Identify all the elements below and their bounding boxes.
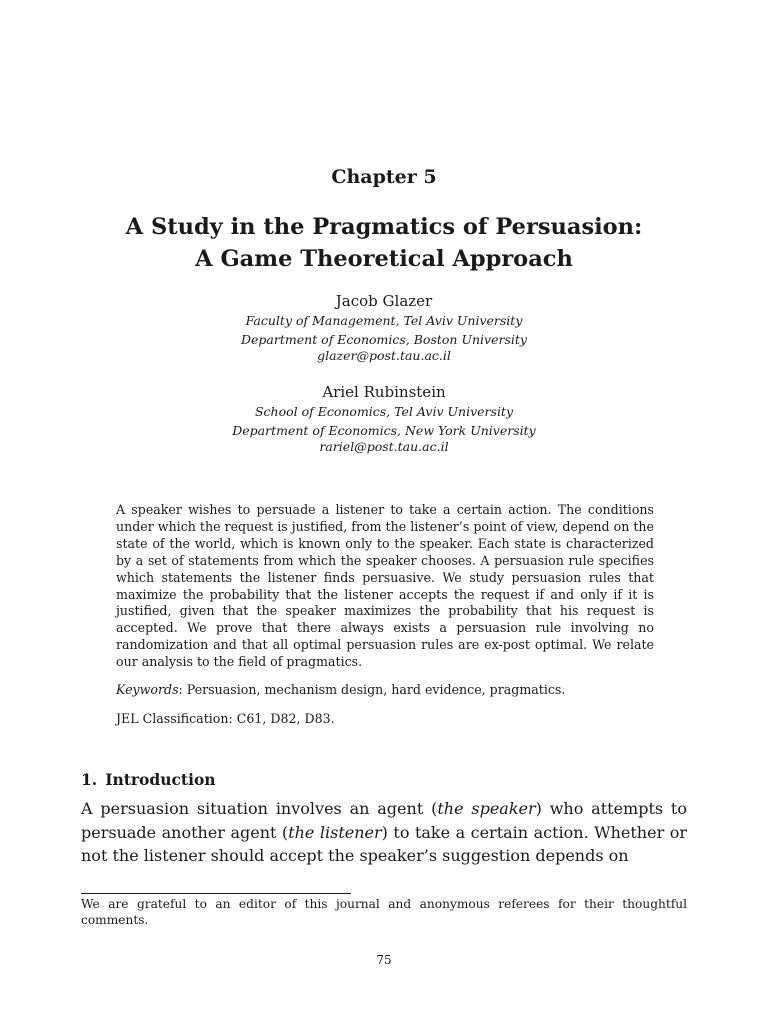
author-email: glazer@post.tau.ac.il (317, 348, 451, 363)
body-text-run: ) who attempts to persuade another agent ( (81, 799, 687, 842)
section-title: Introduction (105, 770, 216, 789)
author-affiliation: Department of Economics, Boston University (241, 332, 527, 347)
abstract (116, 502, 654, 671)
paper-title (0, 211, 768, 275)
footnote: We are grateful to an editor of this journal and anonymous referees for their thoughtful comments. (81, 897, 687, 927)
author-email: rariel@post.tau.ac.il (319, 439, 449, 454)
body-text-run: ) to take a certain action. Whether or not the listener should accept the speaker’s suggestion depends on (81, 822, 688, 865)
author-block-1 (0, 291, 768, 365)
author-block-2 (0, 382, 768, 456)
author-name: Jacob Glazer (335, 292, 433, 310)
keywords-label: Keywords (116, 682, 179, 697)
page-number: 75 (376, 953, 392, 967)
body-text-run: A persuasion situation involves an agent ( (81, 799, 438, 818)
author-affiliation: Faculty of Management, Tel Aviv University (245, 313, 523, 328)
title-line-1: A Study in the Pragmatics of Persuasion: (125, 214, 643, 240)
keywords (116, 682, 565, 697)
jel-classification: JEL Classification: C61, D82, D83. (116, 711, 335, 726)
footnote-rule (81, 893, 351, 894)
author-affiliation: Department of Economics, New York University (232, 423, 536, 438)
author-affiliation: School of Economics, Tel Aviv University (254, 404, 514, 419)
author-name: Ariel Rubinstein (322, 383, 446, 401)
section-heading (81, 770, 216, 789)
body-emphasis: the speaker (437, 799, 536, 818)
abstract-text: A speaker wishes to persuade a listener to take a certain action. The conditions under which the request is justified, from the listener’s point of view, depend on the state of the world, which is known only to the speaker. Each state is characterized by a set of statements from which the speaker chooses. A persuasion rule specifies which statements the listener finds persuasive. We study persuasion rules that maximize the probability that the listener accepts the request if and only if it is justified, given that the speaker maximizes the probability that his request is accepted. We prove that there always exists a persuasion rule involving no randomization and that all optimal persuasion rules are ex-post optimal. We relate our analysis to the field of pragmatics. (116, 502, 654, 670)
chapter-label: Chapter 5 (331, 166, 437, 188)
title-line-2: A Game Theoretical Approach (195, 246, 573, 272)
section-number: 1. (81, 770, 98, 789)
body-emphasis: the listener (288, 822, 382, 842)
body-paragraph (81, 797, 687, 868)
keywords-text: : Persuasion, mechanism design, hard evidence, pragmatics. (178, 682, 566, 697)
